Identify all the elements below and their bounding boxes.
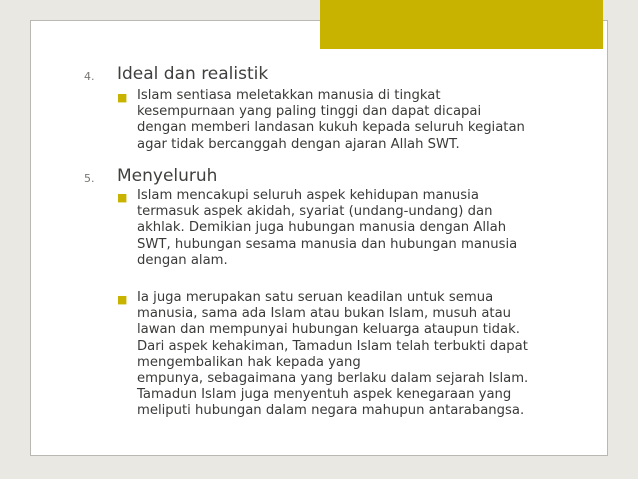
square-bullet-icon: ■ bbox=[117, 91, 128, 104]
text-line: dengan alam. bbox=[137, 252, 228, 268]
text-line: Tamadun Islam juga menyentuh aspek kenegaraan yang bbox=[137, 387, 512, 403]
text-line: Ia juga merupakan satu seruan keadilan untuk semua bbox=[137, 290, 494, 305]
square-bullet-icon: ■ bbox=[117, 191, 128, 204]
text-line: lawan dan mempunyai hubungan keluarga ataupun tidak. bbox=[137, 322, 520, 338]
item-number: 5. bbox=[84, 172, 95, 185]
text-line: termasuk aspek akidah, syariat (undang-undang) dan bbox=[137, 204, 493, 220]
text-line: meliputi hubungan dalam negara mahupun antarabangsa. bbox=[137, 403, 525, 419]
text-line: agar tidak bercanggah dengan ajaran Allah SWT. bbox=[137, 136, 460, 152]
text-line: Islam sentiasa meletakkan manusia di tingkat bbox=[137, 88, 441, 103]
item-title: Ideal dan realistik bbox=[117, 64, 269, 84]
item-number: 4. bbox=[84, 70, 95, 83]
bullet-text bbox=[137, 88, 525, 153]
accent-bar bbox=[320, 0, 603, 49]
text-line: SWT, hubungan sesama manusia dan hubungan manusia bbox=[137, 236, 518, 252]
text-line: empunya, sebagaimana yang berlaku dalam sejarah Islam. bbox=[137, 370, 529, 386]
text-line: mengembalikan hak kepada yang bbox=[137, 354, 361, 370]
accent-divider bbox=[320, 49, 603, 50]
text-line: Islam mencakupi seluruh aspek kehidupan manusia bbox=[137, 188, 479, 203]
bullet-text bbox=[137, 290, 528, 420]
item-title: Menyeluruh bbox=[117, 166, 218, 186]
text-line: akhlak. Demikian juga hubungan manusia dengan Allah bbox=[137, 220, 507, 236]
text-line: manusia, sama ada Islam atau bukan Islam, musuh atau bbox=[137, 306, 512, 322]
bullet-text bbox=[137, 188, 517, 269]
text-line: Dari aspek kehakiman, Tamadun Islam telah terbukti dapat bbox=[137, 338, 528, 354]
text-line: dengan memberi landasan kukuh kepada seluruh kegiatan bbox=[137, 120, 525, 136]
square-bullet-icon: ■ bbox=[117, 293, 128, 306]
text-line: kesempurnaan yang paling tinggi dan dapat dicapai bbox=[137, 104, 482, 120]
